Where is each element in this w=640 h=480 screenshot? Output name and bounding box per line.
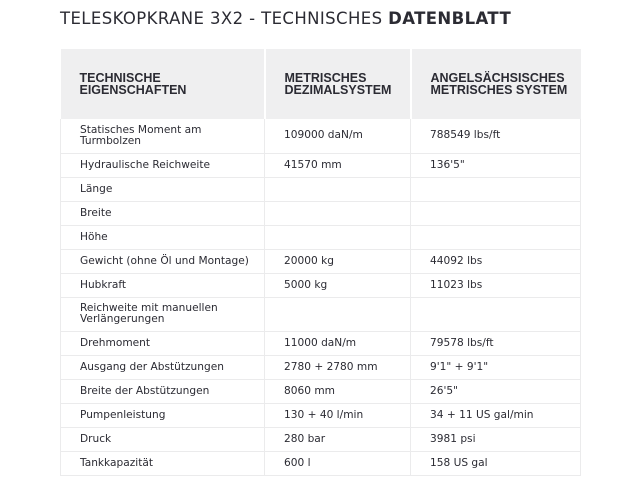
header-properties: TECHNISCHE EIGENSCHAFTEN [61,49,265,119]
header-imperial: ANGELSÄCHSISCHES METRISCHES SYSTEM [411,49,581,119]
spec-table-header [61,49,581,119]
cell-property: Tankkapazität [61,451,265,475]
spec-table-body [61,119,581,475]
cell-imperial: 3981 psi [411,427,581,451]
cell-property: Drehmoment [61,331,265,355]
cell-imperial: 34 + 11 US gal/min [411,403,581,427]
title-prefix: TELESKOPKRANE 3X2 - TECHNISCHES [60,9,389,28]
cell-property: Höhe [61,225,265,249]
table-row [61,273,581,297]
cell-property: Pumpenleistung [61,403,265,427]
table-row [61,451,581,475]
table-row [61,297,581,331]
header-metric: METRISCHES DEZIMALSYSTEM [265,49,411,119]
table-row [61,225,581,249]
cell-property: Hydraulische Reichweite [61,153,265,177]
header-row [61,49,581,119]
cell-metric [265,297,411,331]
cell-property: Ausgang der Abstützungen [61,355,265,379]
cell-metric: 130 + 40 l/min [265,403,411,427]
table-row [61,379,581,403]
cell-metric: 280 bar [265,427,411,451]
cell-metric [265,201,411,225]
cell-imperial: 11023 lbs [411,273,581,297]
table-row [61,331,581,355]
cell-imperial [411,225,581,249]
spec-table-container [60,49,580,476]
cell-property: Reichweite mit manuellen Verlängerungen [61,297,265,331]
cell-imperial: 136'5" [411,153,581,177]
cell-metric: 600 l [265,451,411,475]
cell-metric [265,225,411,249]
cell-metric: 20000 kg [265,249,411,273]
table-row [61,403,581,427]
title-emphasis: DATENBLATT [388,9,512,28]
table-row [61,355,581,379]
cell-property: Breite der Abstützungen [61,379,265,403]
cell-property: Gewicht (ohne Öl und Montage) [61,249,265,273]
cell-property: Breite [61,201,265,225]
cell-metric: 5000 kg [265,273,411,297]
cell-imperial: 26'5" [411,379,581,403]
spec-table [60,49,581,476]
cell-metric: 8060 mm [265,379,411,403]
cell-imperial: 79578 lbs/ft [411,331,581,355]
table-row [61,153,581,177]
cell-imperial: 9'1" + 9'1" [411,355,581,379]
cell-property: Druck [61,427,265,451]
table-row [61,177,581,201]
cell-imperial [411,297,581,331]
cell-imperial [411,177,581,201]
table-row [61,119,581,153]
cell-metric: 2780 + 2780 mm [265,355,411,379]
table-row [61,427,581,451]
cell-property: Länge [61,177,265,201]
table-row [61,249,581,273]
cell-imperial: 788549 lbs/ft [411,119,581,153]
table-row [61,201,581,225]
cell-metric: 41570 mm [265,153,411,177]
page-title [60,9,511,28]
cell-property: Statisches Moment am Turmbolzen [61,119,265,153]
cell-metric [265,177,411,201]
cell-imperial: 158 US gal [411,451,581,475]
cell-property: Hubkraft [61,273,265,297]
cell-imperial: 44092 lbs [411,249,581,273]
cell-metric: 11000 daN/m [265,331,411,355]
cell-metric: 109000 daN/m [265,119,411,153]
cell-imperial [411,201,581,225]
